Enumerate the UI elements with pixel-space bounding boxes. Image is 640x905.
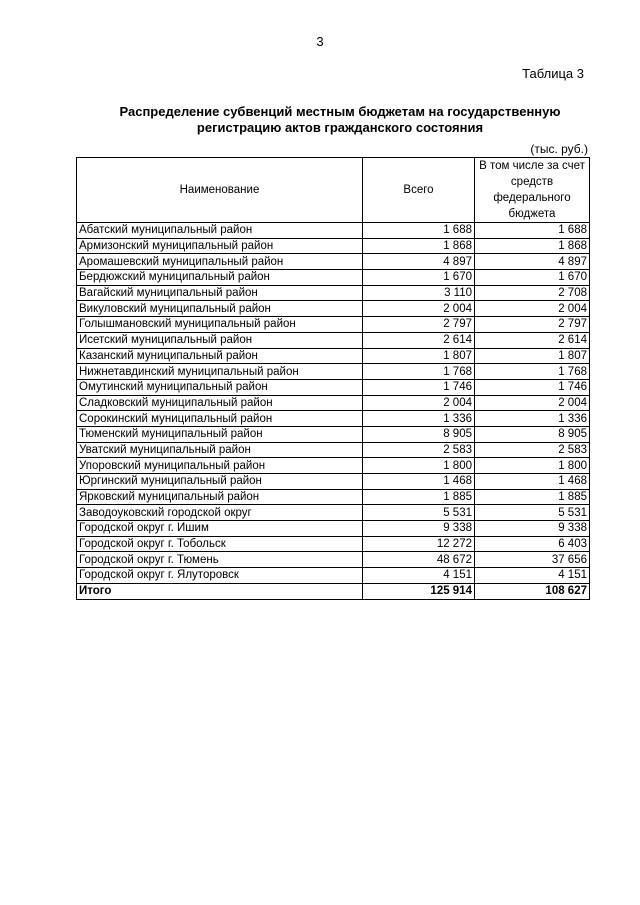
cell-name: Городской округ г. Тюмень: [77, 552, 363, 568]
table-row: [77, 521, 590, 537]
cell-federal: 1 688: [475, 223, 590, 239]
cell-name: Вагайский муниципальный район: [77, 285, 363, 301]
cell-federal: 8 905: [475, 426, 590, 442]
table-row: [77, 364, 590, 380]
cell-name: Аромашевский муниципальный район: [77, 254, 363, 270]
cell-total: 12 272: [363, 536, 475, 552]
table-row: [77, 348, 590, 364]
document-title: [80, 104, 600, 136]
table-row: [77, 317, 590, 333]
cell-total: 3 110: [363, 285, 475, 301]
cell-name: Юргинский муниципальный район: [77, 474, 363, 490]
cell-total: 48 672: [363, 552, 475, 568]
header-name: Наименование: [77, 158, 363, 223]
total-cell-total: 125 914: [363, 583, 475, 599]
cell-name: Омутинский муниципальный район: [77, 379, 363, 395]
table-row: [77, 489, 590, 505]
cell-total: 1 468: [363, 474, 475, 490]
cell-name: Исетский муниципальный район: [77, 332, 363, 348]
cell-name: Бердюжский муниципальный район: [77, 270, 363, 286]
cell-total: 1 336: [363, 411, 475, 427]
document-title-line-1: Распределение субвенций местным бюджетам на государственную: [119, 104, 561, 119]
cell-federal: 1 868: [475, 238, 590, 254]
cell-name: Тюменский муниципальный район: [77, 426, 363, 442]
cell-total: 2 004: [363, 395, 475, 411]
cell-total: 2 004: [363, 301, 475, 317]
cell-total: 1 768: [363, 364, 475, 380]
cell-total: 4 151: [363, 568, 475, 584]
table-row: [77, 332, 590, 348]
table-row: [77, 270, 590, 286]
cell-federal: 1 336: [475, 411, 590, 427]
cell-federal: 37 656: [475, 552, 590, 568]
table-row: [77, 426, 590, 442]
cell-federal: 1 800: [475, 458, 590, 474]
table-label: Таблица 3: [522, 66, 584, 81]
total-cell-name: Итого: [77, 583, 363, 599]
table-row: [77, 254, 590, 270]
cell-total: 1 746: [363, 379, 475, 395]
cell-federal: 1 807: [475, 348, 590, 364]
cell-federal: 2 614: [475, 332, 590, 348]
cell-total: 1 688: [363, 223, 475, 239]
cell-name: Сорокинский муниципальный район: [77, 411, 363, 427]
cell-total: 1 868: [363, 238, 475, 254]
header-total: Всего: [363, 158, 475, 223]
cell-federal: 6 403: [475, 536, 590, 552]
total-cell-federal: 108 627: [475, 583, 590, 599]
table-row: [77, 395, 590, 411]
cell-name: Упоровский муниципальный район: [77, 458, 363, 474]
cell-federal: 2 004: [475, 395, 590, 411]
table-row: [77, 223, 590, 239]
cell-federal: 2 583: [475, 442, 590, 458]
cell-federal: 1 768: [475, 364, 590, 380]
table-row: [77, 285, 590, 301]
table-row: [77, 505, 590, 521]
cell-total: 1 800: [363, 458, 475, 474]
cell-name: Городской округ г. Тобольск: [77, 536, 363, 552]
cell-federal: 4 897: [475, 254, 590, 270]
cell-name: Ярковский муниципальный район: [77, 489, 363, 505]
table-header-row: [77, 158, 590, 223]
cell-name: Уватский муниципальный район: [77, 442, 363, 458]
cell-federal: 1 468: [475, 474, 590, 490]
cell-federal: 1 885: [475, 489, 590, 505]
cell-total: 8 905: [363, 426, 475, 442]
table-row: [77, 301, 590, 317]
table-row: [77, 568, 590, 584]
document-title-line-2: регистрацию актов гражданского состояния: [196, 120, 484, 135]
cell-total: 1 885: [363, 489, 475, 505]
cell-federal: 2 708: [475, 285, 590, 301]
cell-federal: 1 746: [475, 379, 590, 395]
table-row: [77, 238, 590, 254]
cell-total: 2 614: [363, 332, 475, 348]
table-total-row: [77, 583, 590, 599]
cell-name: Викуловский муниципальный район: [77, 301, 363, 317]
cell-federal: 2 797: [475, 317, 590, 333]
cell-name: Армизонский муниципальный район: [77, 238, 363, 254]
cell-name: Сладковский муниципальный район: [77, 395, 363, 411]
table-body: [77, 223, 590, 600]
cell-name: Нижнетавдинский муниципальный район: [77, 364, 363, 380]
table-row: [77, 411, 590, 427]
table-row: [77, 442, 590, 458]
cell-federal: 9 338: [475, 521, 590, 537]
cell-name: Городской округ г. Ялуторовск: [77, 568, 363, 584]
cell-total: 4 897: [363, 254, 475, 270]
cell-total: 5 531: [363, 505, 475, 521]
cell-total: 1 807: [363, 348, 475, 364]
table-row: [77, 474, 590, 490]
cell-total: 9 338: [363, 521, 475, 537]
table-row: [77, 458, 590, 474]
table-row: [77, 552, 590, 568]
cell-total: 2 797: [363, 317, 475, 333]
cell-name: Заводоуковский городской округ: [77, 505, 363, 521]
units-label: (тыс. руб.): [530, 142, 588, 156]
table-row: [77, 379, 590, 395]
cell-federal: 1 670: [475, 270, 590, 286]
cell-total: 2 583: [363, 442, 475, 458]
cell-federal: 2 004: [475, 301, 590, 317]
table-row: [77, 536, 590, 552]
cell-name: Абатский муниципальный район: [77, 223, 363, 239]
cell-name: Городской округ г. Ишим: [77, 521, 363, 537]
cell-total: 1 670: [363, 270, 475, 286]
cell-name: Голышмановский муниципальный район: [77, 317, 363, 333]
page-number: 3: [316, 34, 324, 49]
cell-name: Казанский муниципальный район: [77, 348, 363, 364]
subventions-table: [76, 157, 590, 600]
header-federal: В том числе за счет средств федерального бюджета: [475, 158, 590, 223]
cell-federal: 4 151: [475, 568, 590, 584]
cell-federal: 5 531: [475, 505, 590, 521]
